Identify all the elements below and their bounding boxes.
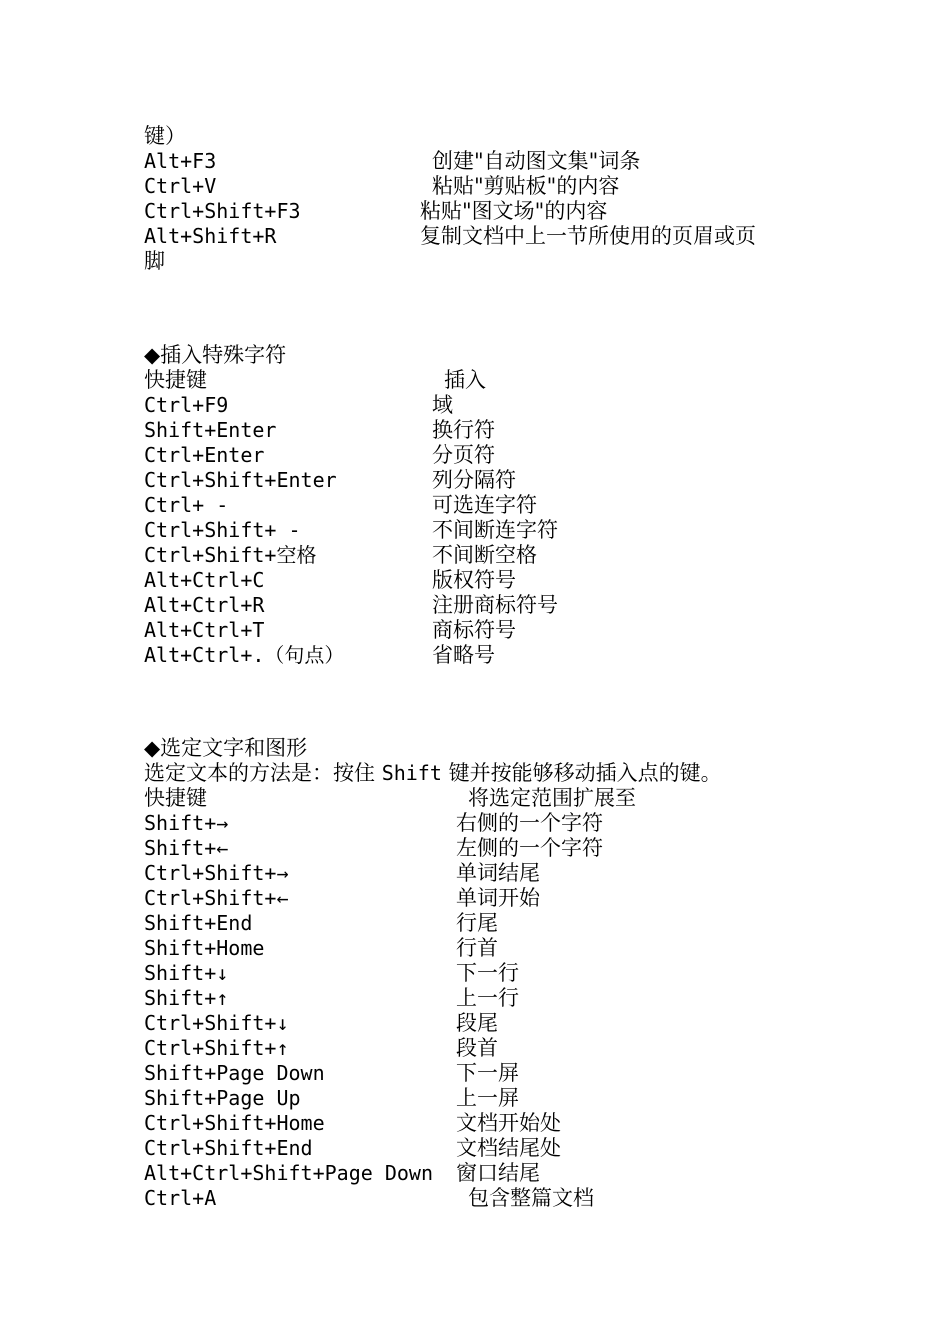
shortcut-description: 窗口结尾: [456, 1161, 540, 1185]
shortcut-key: Alt+Ctrl+.（句点）: [144, 643, 345, 667]
header-description: 插入: [444, 368, 486, 392]
shortcut-key: Shift+Home: [144, 936, 265, 960]
shortcut-key: Ctrl+Shift+F3: [144, 199, 301, 223]
shortcut-key: Shift+End: [144, 911, 253, 935]
shortcut-description: 段尾: [456, 1011, 498, 1035]
shortcut-description: 下一屏: [456, 1061, 519, 1085]
intro-prefix: 选定文本的方法是：按住: [144, 761, 382, 785]
shortcut-key: Alt+Shift+R: [144, 224, 277, 248]
shortcut-description: 段首: [456, 1036, 498, 1060]
shortcut-key: Shift+Page Down: [144, 1061, 325, 1085]
shortcut-key: Ctrl+Shift+↓: [144, 1011, 289, 1035]
shortcut-description: 创建"自动图文集"词条: [432, 149, 641, 173]
header-description: 将选定范围扩展至: [468, 786, 636, 810]
shortcut-key: Shift+Page Up: [144, 1086, 301, 1110]
shortcut-key: Shift+↑: [144, 986, 229, 1010]
shortcut-description: 上一行: [456, 986, 519, 1010]
shortcut-description: 不间断连字符: [432, 518, 558, 542]
shortcut-description: 商标符号: [432, 618, 516, 642]
continuation-bottom: 脚: [144, 249, 165, 273]
shortcut-key: Alt+Ctrl+R: [144, 593, 265, 617]
shortcut-key: Ctrl+Shift+←: [144, 886, 289, 910]
shortcut-key: Shift+→: [144, 811, 229, 835]
shortcut-description: 单词开始: [456, 886, 540, 910]
shortcut-key: Ctrl+Shift+↑: [144, 1036, 289, 1060]
shortcut-key: Ctrl+Shift+ -: [144, 518, 301, 542]
section-intro-text: [144, 761, 722, 786]
shortcut-key: Ctrl+Shift+→: [144, 861, 289, 885]
shortcut-description: 行首: [456, 936, 498, 960]
shortcut-description: 单词结尾: [456, 861, 540, 885]
shortcut-key: Ctrl+Shift+End: [144, 1136, 313, 1160]
shortcut-key: Ctrl+A: [144, 1186, 217, 1210]
shortcut-key: Ctrl+Shift+空格: [144, 543, 317, 567]
shortcut-key: Ctrl+V: [144, 174, 217, 198]
shortcut-description: 下一行: [456, 961, 519, 985]
shortcut-description: 行尾: [456, 911, 498, 935]
shortcut-description: 分页符: [432, 443, 495, 467]
shortcut-description: 复制文档中上一节所使用的页眉或页: [420, 224, 756, 248]
shortcut-key: Alt+Ctrl+C: [144, 568, 265, 592]
shortcut-description: 换行符: [432, 418, 495, 442]
shortcut-key: Shift+←: [144, 836, 229, 860]
shortcut-description: 可选连字符: [432, 493, 537, 517]
shortcut-key: Alt+F3: [144, 149, 217, 173]
shortcut-description: 左侧的一个字符: [456, 836, 603, 860]
shortcut-description: 不间断空格: [432, 543, 537, 567]
shortcut-key: Alt+Ctrl+T: [144, 618, 265, 642]
shortcut-description: 粘贴"剪贴板"的内容: [432, 174, 620, 198]
shortcut-key: Alt+Ctrl+Shift+Page Down: [144, 1161, 433, 1185]
section-heading-text: ◆插入特殊字符: [144, 343, 287, 367]
shortcut-description: 文档开始处: [456, 1111, 561, 1135]
shortcut-key: Shift+↓: [144, 961, 229, 985]
shortcut-key: Ctrl+Enter: [144, 443, 265, 467]
header-key: 快捷键: [144, 368, 207, 392]
continuation-top: 键）: [144, 124, 186, 148]
header-key: 快捷键: [144, 786, 207, 810]
shortcut-key: Ctrl+ -: [144, 493, 229, 517]
shortcut-key: Shift+Enter: [144, 418, 277, 442]
shortcut-key: Ctrl+F9: [144, 393, 229, 417]
shortcut-description: 右侧的一个字符: [456, 811, 603, 835]
shortcut-key: Ctrl+Shift+Home: [144, 1111, 325, 1135]
shortcut-description: 列分隔符: [432, 468, 516, 492]
shortcut-description: 包含整篇文档: [468, 1186, 594, 1210]
section-heading-text: ◆选定文字和图形: [144, 736, 308, 760]
shortcut-description: 文档结尾处: [456, 1136, 561, 1160]
shortcut-key: Ctrl+Shift+Enter: [144, 468, 337, 492]
shortcut-description: 版权符号: [432, 568, 516, 592]
shortcut-description: 省略号: [432, 643, 495, 667]
shortcut-description: 上一屏: [456, 1086, 519, 1110]
shortcut-description: 注册商标符号: [432, 593, 558, 617]
intro-suffix: 键并按能够移动插入点的键。: [441, 761, 722, 785]
shortcut-description: 域: [432, 393, 453, 417]
shortcut-description: 粘贴"图文场"的内容: [420, 199, 608, 223]
intro-key: Shift: [381, 761, 442, 785]
